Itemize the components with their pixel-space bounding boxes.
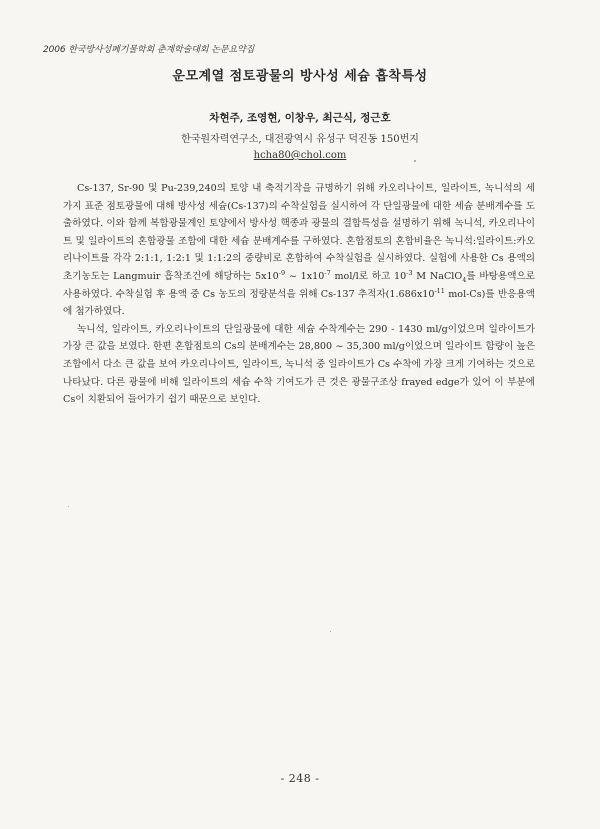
page-number: - 248 - [280,772,320,785]
abstract-paragraph-1 [63,180,535,321]
paragraph-text: mol/l로 하고 10 [330,270,407,282]
scan-speck [414,160,416,162]
affiliation: 한국원자력연구소, 대전광역시 유성구 덕진동 150번지 [181,134,419,145]
paragraph-text: ~ 1x10 [285,270,325,282]
proceedings-header: 2006 한국방사성폐기물학회 춘계학술대회 논문요약집 [43,45,255,55]
paragraph-text: M NaClO [412,270,463,282]
contact-email[interactable]: hcha80@chol.com [253,150,347,161]
exponent: -3 [406,268,413,277]
exponent: -11 [434,286,445,295]
abstract-body [63,180,535,409]
paragraph-text: mol-Cs)를 반응용액에 첨가하였다. [63,288,535,318]
paragraph-text: 를 바탕용액으로 사용하였다. 수착실험 후 용액 중 Cs 농도의 정량분석을 위해 Cs-137 추적자(1.686x10 [63,270,536,300]
exponent: -7 [324,268,331,277]
scan-speck [330,631,331,632]
author-list: 차현주, 조영현, 이창우, 최근식, 정근호 [209,112,391,124]
scan-speck [68,506,69,507]
exponent: -9 [278,268,286,277]
paragraph-text: Cs-137, Sr-90 및 Pu-239,240의 토양 내 축적기작을 규명하기 위해 카오리나이트, 일라이트, 녹니석의 세가지 표준 점토광물에 대해 방사성 세슘(Cs-137)의 수착실험을 실시하여 각 단일광물에 대한 세슘 분배계수를 도출하였다. 이와 함께 복합광물계인 토양에서 방사성 핵종과 광물의 결합특성을 설명하기 위해 녹니석, 카오리나이트 및 일라이트의 혼합광물 조합에 대한 세슘 분배계수를 구하였다. 혼합점토의 혼합비율은 녹니석:일라이트:카오리나이트를 각각 2:1:1, 1:2:1 및 1:1:2의 중량비로 혼합하여 수착실험을 실시하였다. 실험에 사용한 Cs 용액의 초기농도는 Langmuir 흡착조건에 해당하는 5x10 [63,183,535,282]
paper-title: 운모계열 점토광물의 방사성 세슘 흡착특성 [172,69,428,84]
abstract-paragraph-2: 녹니석, 일라이트, 카오리나이트의 단일광물에 대한 세슘 수착계수는 290 - 1430 ml/g이었으며 일라이트가 가장 큰 값을 보였다. 한편 혼합점토의 Cs의 분배계수는 28,800 ~ 35,300 ml/g이었으며 일라이트 함량이 높은 조합에서 다소 큰 값을 보여 카오리나이트, 일라이트, 녹니석 중 일라이트가 Cs 수착에 가장 크게 기여하는 것으로 나타났다. 다른 광물에 비해 일라이트의 세슘 수착 기여도가 큰 것은 광물구조상 frayed edge가 있어 이 부분에 Cs이 치환되어 들어가기 쉽기 때문으로 보인다. [63,323,535,406]
subscript: 4 [462,275,467,284]
